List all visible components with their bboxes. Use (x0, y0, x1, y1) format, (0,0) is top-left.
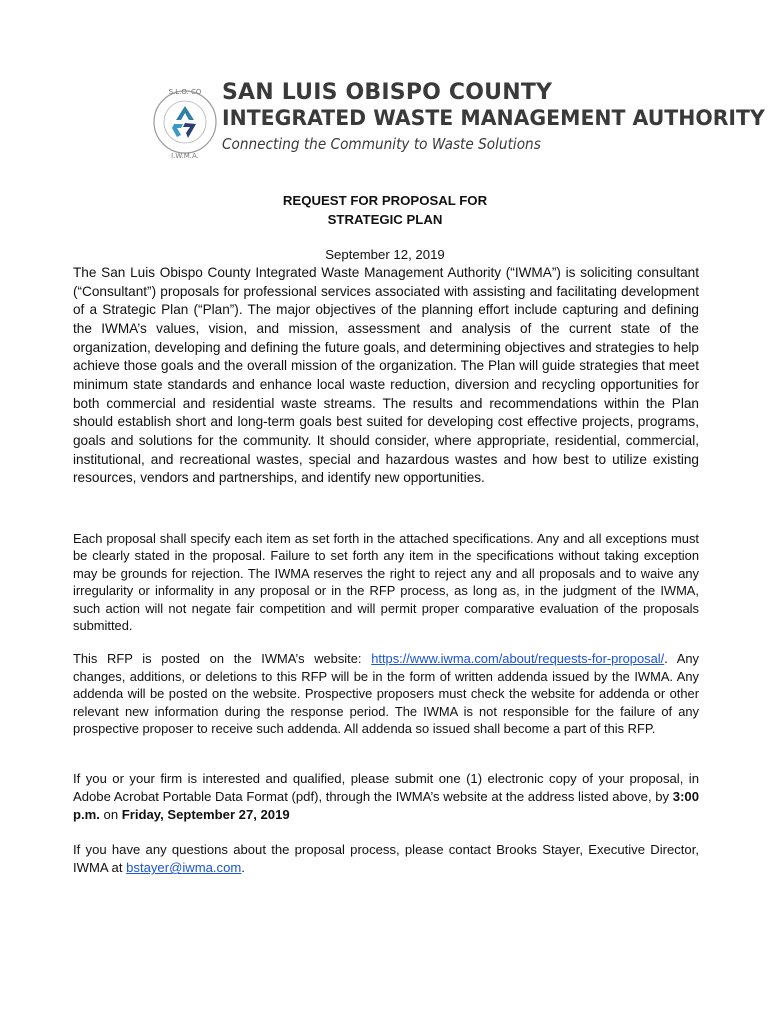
paragraph-text: This RFP is posted on the IWMA’s website: (73, 651, 372, 666)
paragraph-proposal-requirements: Each proposal shall specify each item as set forth in the attached specifications. Any and all exceptions must be clearly stated in the proposal. Failure to set forth any item in the specifications without taking exception may be grounds for rejection. The IWMA reserves the right to reject any and all proposals and to waive any irregularity or informality in any proposal or in the RFP process, as long as, in the judgment of the IWMA, such action will not negate fair competition and will permit proper comparative evaluation of the proposals submitted. (73, 531, 699, 634)
paragraph-text: on (99, 807, 122, 823)
svg-text:I.W.M.A.: I.W.M.A. (171, 152, 199, 160)
iwma-recycle-seal-icon (150, 82, 220, 162)
svg-text:S.L.O. CO: S.L.O. CO (168, 88, 202, 96)
brand-subtitle: INTEGRATED WASTE MANAGEMENT AUTHORITY (222, 106, 765, 131)
paragraph-contact (73, 841, 699, 877)
brand-name: SAN LUIS OBISPO COUNTY (222, 80, 553, 105)
document-title-line1: REQUEST FOR PROPOSAL FOR (282, 193, 488, 208)
paragraph-text: If you have any questions about the proposal process, please contact Brooks Stayer, Executive Director, IWMA at (73, 842, 699, 876)
rfp-website-link[interactable]: https://www.iwma.com/about/requests-for-proposal/ (371, 651, 665, 666)
contact-email-link[interactable]: bstayer@iwma.com (126, 860, 242, 876)
paragraph-submission (73, 770, 699, 825)
paragraph-website-addenda (73, 650, 699, 738)
paragraph-text: If you or your firm is interested and qualified, please submit one (1) electronic copy of your proposal, in Adobe Acrobat Portable Data Format (pdf), through the IWMA’s website at the address listed above, by (73, 771, 699, 805)
brand-block (222, 80, 770, 156)
paragraph-text: . (241, 860, 245, 876)
paragraph-intro: The San Luis Obispo County Integrated Waste Management Authority (“IWMA”) is soliciting consultant (“Consultant”) proposals for professional services associated with assisting and facilitating development of a Strategic Plan (“Plan”). The major objectives of the planning effort include capturing and defining the IWMA’s values, vision, and mission, assessment and analysis of the current state of the organization, developing and defining the future goals, and determining objectives and strategies to help achieve those goals and the overall mission of the organization. The Plan will guide strategies that meet minimum state standards and enhance local waste reduction, diversion and recycling opportunities for both commercial and residential waste streams. The results and recommendations within the Plan should establish short and long-term goals best suited for developing cost effective projects, programs, goals and solutions for the community. It should consider, where appropriate, residential, commercial, institutional, and recreational wastes, special and hazardous wastes and how best to utilize existing resources, vendors and partnerships, and identify new opportunities. (73, 265, 699, 486)
deadline-date: Friday, September 27, 2019 (121, 807, 290, 823)
document-title-line2: STRATEGIC PLAN (327, 212, 443, 227)
paragraph-text: . Any changes, additions, or deletions to this RFP will be in the form of written addenda issued by the IWMA. Any addenda will be posted on the website. Prospective proposers must check the website for addenda or other relevant new information during the response period. The IWMA is not responsible for the failure of any prospective proposer to receive such addenda. All addenda so issued shall become a part of this RFP. (73, 651, 699, 737)
deadline-time: 3:00 p.m. (73, 789, 699, 823)
document-date: September 12, 2019 (325, 247, 445, 262)
header-logo (150, 80, 765, 172)
brand-tagline: Connecting the Community to Waste Solutions (222, 135, 541, 153)
